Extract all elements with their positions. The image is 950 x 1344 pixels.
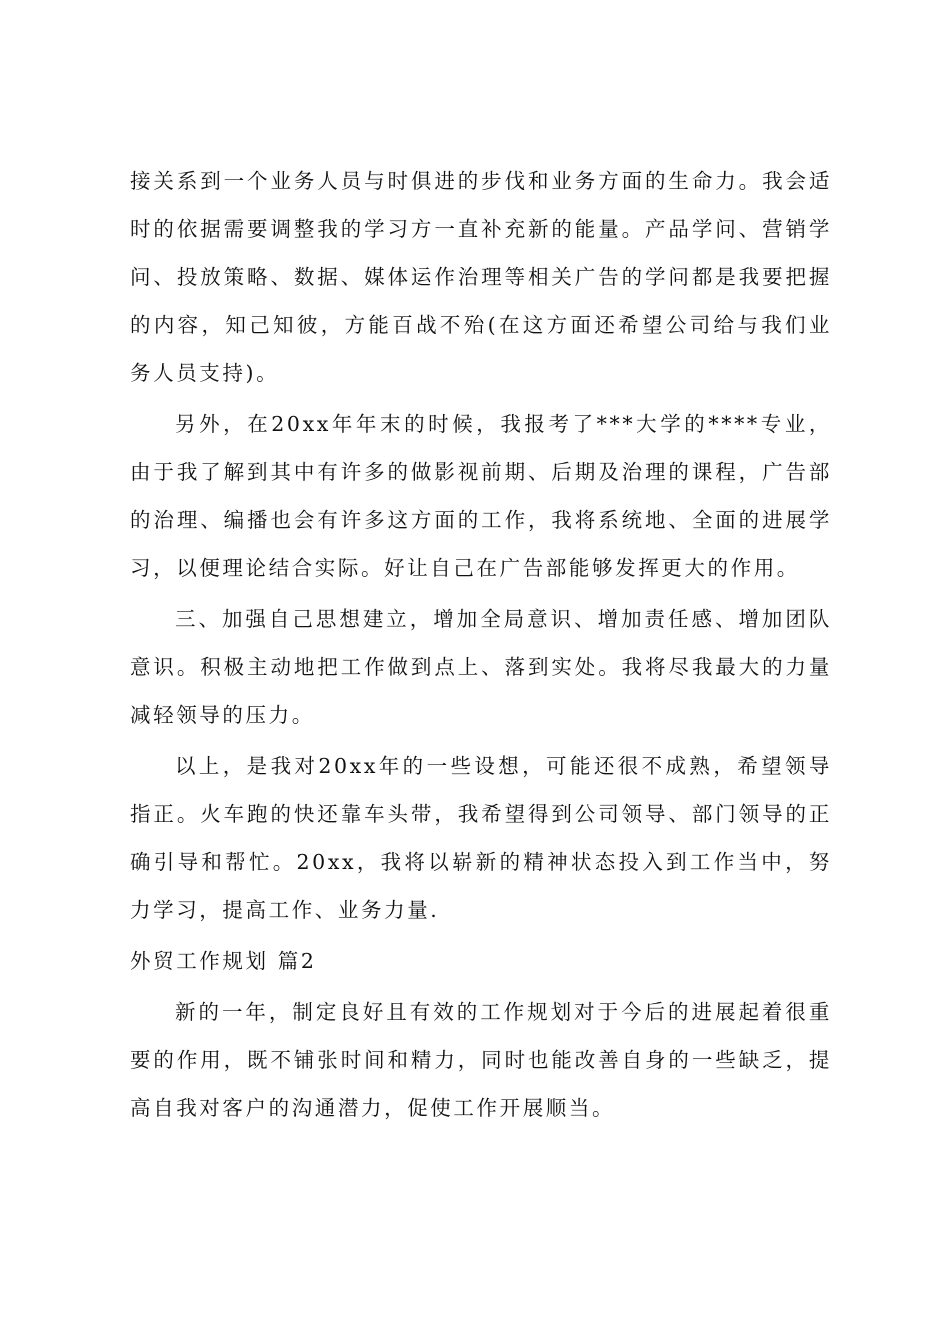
paragraph-strengthen-thinking: 三、加强自己思想建立，增加全局意识、增加责任感、增加团队意识。积极主动地把工作做到点上、落到实处。我将尽我最大的力量减轻领导的压力。: [130, 607, 832, 727]
section-heading: 外贸工作规划 篇2: [130, 949, 317, 973]
paragraph-continuation: 接关系到一个业务人员与时俱进的步伐和业务方面的生命力。我会适时的依据需要调整我的学习方一直补充新的能量。产品学问、营销学问、投放策略、数据、媒体运作治理等相关广告的学问都是我要把握的内容，知己知彼，方能百战不殆(在这方面还希望公司给与我们业务人员支持)。: [130, 169, 832, 385]
document-body: [130, 157, 832, 1135]
paragraph-new-year-plan: 新的一年，制定良好且有效的工作规划对于今后的进展起着很重要的作用，既不铺张时间和精力，同时也能改善自身的一些缺乏，提高自我对客户的沟通潜力，促使工作开展顺当。: [130, 1000, 832, 1120]
paragraph-conclusion: 以上，是我对20xx年的一些设想，可能还很不成熟，希望领导指正。火车跑的快还靠车头带，我希望得到公司领导、部门领导的正确引导和帮忙。20xx，我将以崭新的精神状态投入到工作当中，努力学习，提高工作、业务力量.: [130, 754, 832, 922]
paragraph-exam-study: 另外，在20xx年年末的时候，我报考了***大学的****专业，由于我了解到其中有许多的做影视前期、后期及治理的课程，广告部的治理、编播也会有许多这方面的工作，我将系统地、全面的进展学习，以便理论结合实际。好让自己在广告部能够发挥更大的作用。: [130, 412, 832, 580]
